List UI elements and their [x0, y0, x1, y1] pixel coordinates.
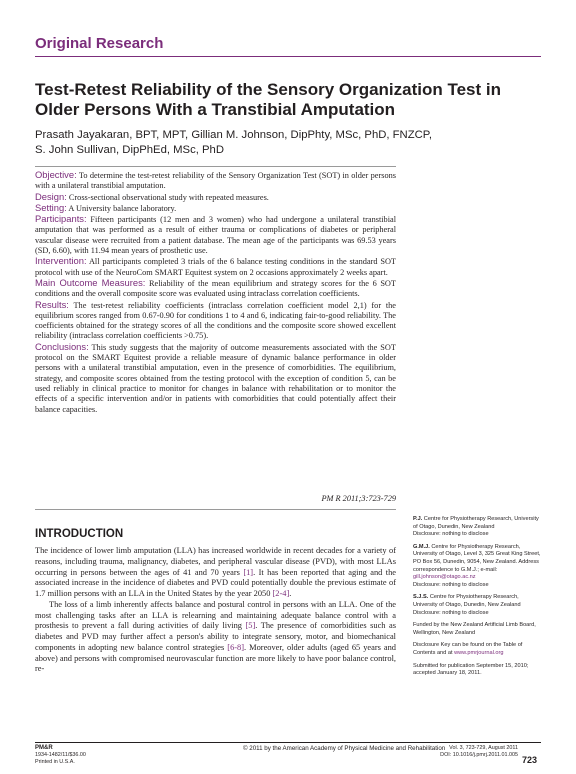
abstract-text: The test-retest reliability coefficients (intraclass correlation coefficient model 2,1) for the equilibrium scores ranged from 0.67-0.90 for conditions 1 to 4 and 6, indicating fair-to-good reliability. The coefficients obtained for the strategy scores of all the conditions and the composite score showed excellent reliability (intraclass correlation coefficients >0.75).: [35, 300, 396, 341]
intro-text: . It has been reported that aging and the associated increase in the incidence of diabetes and PVD could potentially double the previous estimate of 1.7 million persons with an LLA in the United States by the year 2050: [35, 567, 397, 598]
abstract-label: Main Outcome Measures:: [35, 276, 146, 288]
abstract-text: Fifteen participants (12 men and 3 women) who had undergone a unilateral transtibial amputation that was performed as a result of either trauma or complications of diabetes or peripheral vascular disease were recruited from a patient database. The mean age of the participants was 69.53 years (SD, 6.60), with 11.94 mean years of prosthetic use.: [35, 215, 396, 256]
intro-text: . Moreover, older adults (aged 65 years and above) and persons with compromised neurovascular function are more likely to have poor balance control, re-: [35, 642, 396, 674]
intro-paragraph: [35, 546, 396, 600]
submission-dates: Submitted for publication September 15, 2010; accepted January 18, 2011.: [413, 662, 529, 677]
reference-link[interactable]: [2-4]: [272, 589, 290, 598]
issn: 1934-1482/11/$36.00: [35, 751, 86, 758]
author-affiliations: [413, 516, 541, 683]
abstract-text: Cross-sectional observational study with repeated measures.: [68, 192, 269, 202]
affiliation-text: Centre for Physiotherapy Research, University of Otago, Dunedin, New Zealand: [413, 516, 539, 530]
abstract-text: Reliability of the mean equilibrium and strategy scores for the 6 SOT conditions and the overall composite score was evaluated using intraclass correlation coefficients.: [35, 278, 396, 299]
abstract-text: To determine the test-retest reliability of the Sensory Organization Test (SOT) in older persons with a unilateral transtibial amputation.: [35, 171, 396, 191]
authors-line-2: S. John Sullivan, DipPhEd, MSc, PhD: [35, 144, 224, 156]
abstract-label: Participants:: [35, 213, 87, 225]
disclosure-text: Disclosure: nothing to disclose: [413, 531, 489, 538]
abstract-participants: [35, 214, 396, 256]
footer-left: [35, 745, 86, 766]
affiliation-sjs: [413, 594, 541, 617]
abstract-label: Intervention:: [35, 255, 87, 267]
abstract-label: Design:: [35, 190, 67, 202]
article-title: Test-Retest Reliability of the Sensory Organization Test in Older Persons With a Transtibial Amputation: [35, 80, 502, 119]
intro-text: .: [289, 589, 292, 598]
authors-line-1: Prasath Jayakaran, BPT, MPT, Gillian M. Johnson, DipPhty, MSc, PhD, FNZCP,: [35, 129, 432, 141]
abstract-outcome-measures: [35, 278, 396, 300]
abstract-objective: [35, 170, 396, 192]
top-rule: [35, 56, 541, 57]
footer-right: [440, 745, 518, 759]
intro-paragraph: [35, 600, 396, 675]
author-list: [35, 128, 515, 158]
affiliation-text: Centre for Physiotherapy Research, University of Otago, Level 3, 325 Great King Street, PO Box 56, Dunedin, 9054, New Zealand. Address correspondence to G.M.J.; e-mail:: [413, 543, 541, 573]
abstract-top-rule: [35, 166, 396, 167]
reference-link[interactable]: [5]: [245, 621, 256, 631]
intro-text: The loss of a limb inherently affects balance and postural control in persons with an LLA. One of the most challenging tasks after an LLA is relearning and maintaining adequate balance control with a prosthesis to prevent a fall during activities of daily living: [35, 599, 396, 631]
disclosure-text: Disclosure: nothing to disclose: [413, 609, 489, 616]
abstract-label: Setting:: [35, 201, 67, 213]
copyright-notice: © 2011 by the American Academy of Physical Medicine and Rehabilitation: [243, 745, 446, 752]
abstract-bottom-rule: [35, 509, 396, 510]
affiliation-text: Centre for Physiotherapy Research, University of Otago, Dunedin, New Zealand: [413, 594, 521, 608]
volume-info: Vol. 3, 723-729, August 2011: [449, 745, 518, 751]
section-heading-introduction: INTRODUCTION: [35, 528, 124, 540]
abstract-conclusions: [35, 342, 396, 415]
abstract: [35, 170, 396, 415]
introduction-body: [35, 546, 396, 675]
disclosure-key-text: Disclosure Key can be found on the Table of Contents and at: [413, 642, 523, 656]
disclosure-key-note: [413, 642, 541, 657]
abstract-label: Conclusions:: [35, 340, 89, 352]
abstract-design: [35, 192, 396, 203]
intro-text: The incidence of lower limb amputation (LLA) has increased worldwide in recent decades for a variety of reasons, including trauma, malignancy, diabetes, and peripheral vascular disease (PVD), with most LLAs occurring in persons between the ages of 41 and 70 years: [35, 546, 396, 577]
printed-location: Printed in U.S.A.: [35, 758, 75, 765]
section-label: Original Research: [35, 35, 164, 52]
footer-rule: [35, 742, 541, 743]
abstract-setting: [35, 203, 396, 214]
journal-website-link[interactable]: www.pmrjournal.org: [454, 649, 504, 656]
page-number: 723: [522, 755, 538, 765]
reference-link[interactable]: [6-8]: [227, 642, 245, 652]
journal-citation: PM R 2011;3:723-729: [321, 494, 396, 503]
abstract-text: A University balance laboratory.: [68, 203, 177, 213]
email-link[interactable]: gill.johnson@otago.ac.nz: [413, 574, 476, 581]
funding-note: Funded by the New Zealand Artificial Limb Board, Wellington, New Zealand: [413, 622, 536, 636]
abstract-text: This study suggests that the majority of outcome measurements associated with the SOT protocol on the SMART Equitest provide a reliable measure of dynamic balance performance in older persons with a unilateral transtibial amputation, even in the presence of comorbidities. The equilibrium, strategy, and composite scores obtained from the testing protocol with the exception of condition 5, can be used reliably in clinical practice to monitor for changes in balance with rehabilitation or to monitor the effects of a specific intervention and/or in patients with comorbidities that could potentially affect their balance capacities.: [35, 342, 396, 414]
abstract-intervention: [35, 256, 396, 278]
abstract-label: Objective:: [35, 169, 77, 180]
abstract-results: [35, 300, 396, 342]
abstract-text: All participants completed 3 trials of the 6 balance testing conditions in the standard SOT protocol with use of the NeuroCom SMART Equitest system on 2 occasions approximately 2 weeks apart.: [35, 257, 397, 277]
abstract-label: Results:: [35, 298, 69, 310]
reference-link[interactable]: [1]: [243, 567, 254, 577]
intro-text: . The presence of comorbidities such as diabetes and PVD may further affect a person's ability to integrate sensory, motor, and biomechanical components in adopting new balance control strategies: [35, 621, 396, 652]
disclosure-text: Disclosure: nothing to disclose: [413, 581, 489, 588]
affiliation-pj: [413, 516, 541, 539]
journal-name: PM&R: [35, 745, 53, 751]
affiliation-gmj: [413, 544, 541, 590]
author-initials: S.J.S.: [413, 594, 429, 601]
doi: DOI: 10.1016/j.pmrj.2011.01.005: [440, 751, 518, 758]
author-initials: G.M.J.: [413, 543, 430, 550]
author-initials: P.J.: [413, 516, 423, 522]
